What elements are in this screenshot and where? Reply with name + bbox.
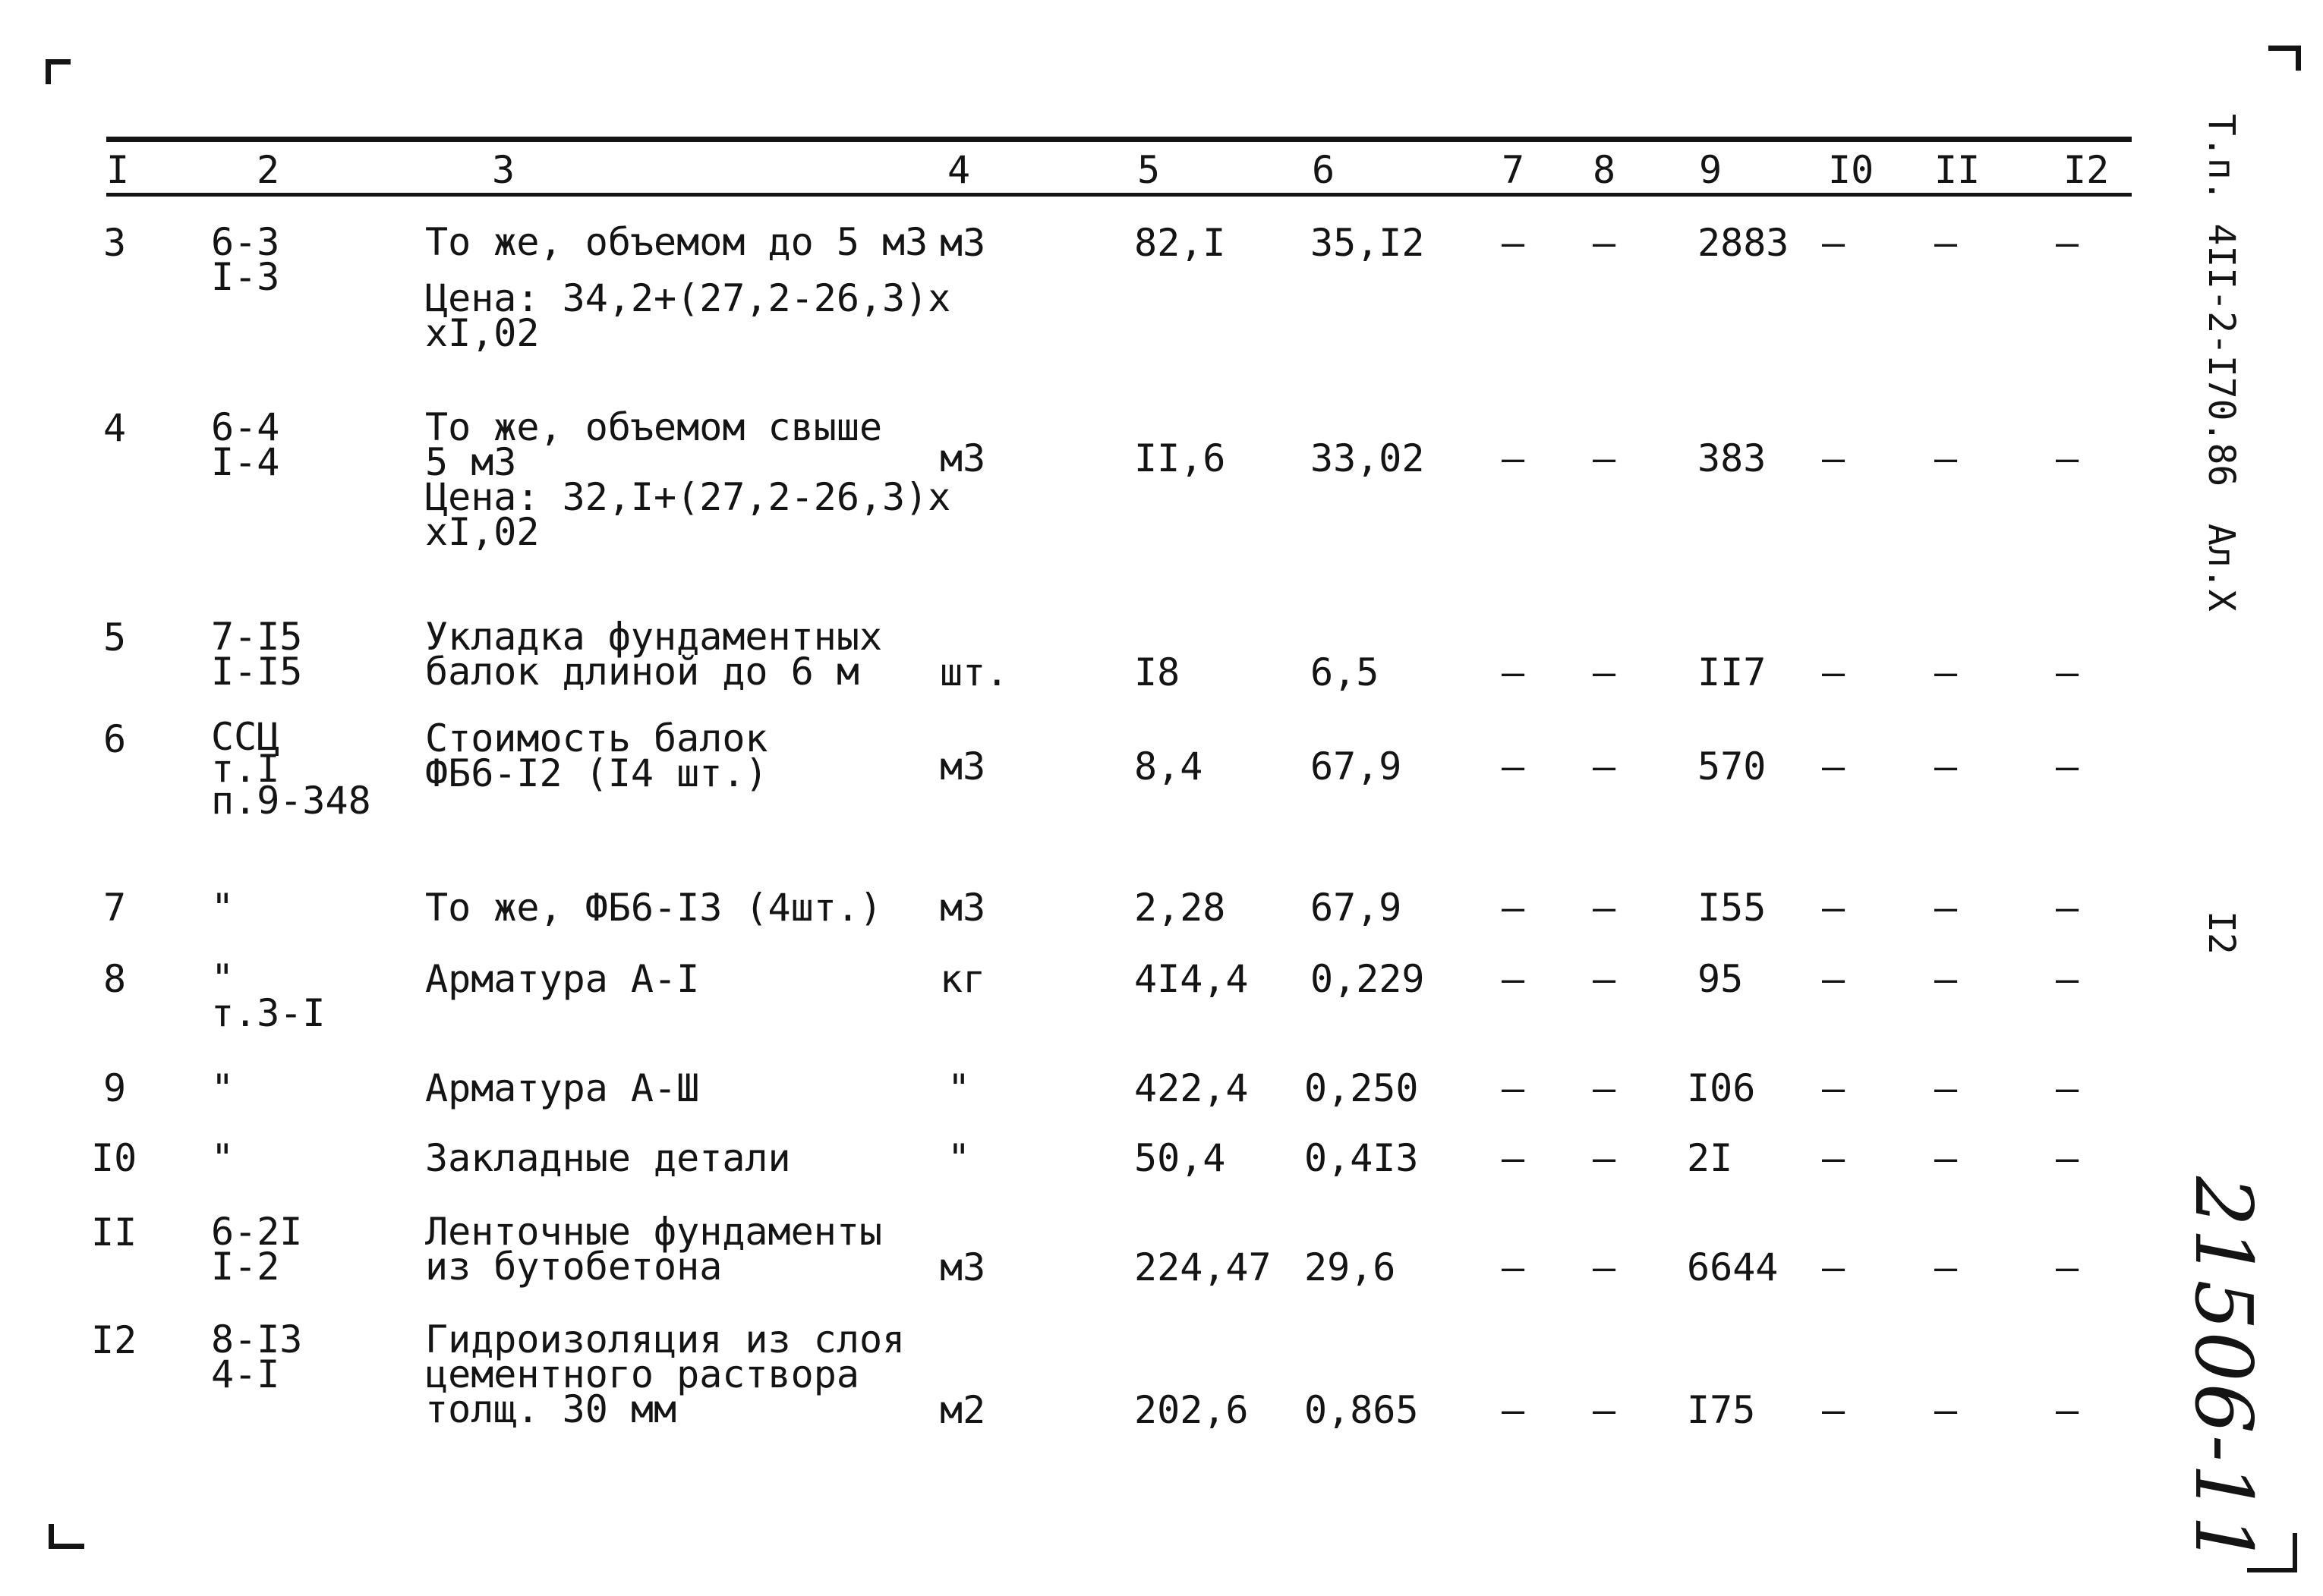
quantity: I8 bbox=[1134, 650, 1180, 694]
row-number: 3 bbox=[103, 221, 127, 265]
unit: кг bbox=[940, 957, 986, 1001]
row-number: 4 bbox=[103, 406, 127, 450]
row-number: 7 bbox=[103, 886, 127, 930]
total-cost: I55 bbox=[1697, 886, 1767, 930]
header-col-1: I bbox=[106, 148, 130, 192]
total-cost: I06 bbox=[1687, 1066, 1756, 1110]
unit-price: 0,865 bbox=[1304, 1388, 1419, 1432]
col-8-value: – bbox=[1593, 1136, 1616, 1180]
corner-mark-bottom-left bbox=[49, 1524, 84, 1549]
col-10-value: – bbox=[1822, 221, 1845, 265]
col-12-value: – bbox=[2056, 957, 2079, 1001]
quantity: 50,4 bbox=[1134, 1136, 1226, 1180]
rate-code: 8-I3 4-I bbox=[211, 1317, 303, 1396]
rate-code: 6-4 I-4 bbox=[211, 405, 280, 484]
unit-price: 0,250 bbox=[1304, 1066, 1419, 1110]
work-name: То же, объемом свыше 5 м3 bbox=[425, 405, 883, 484]
header-col-9: 9 bbox=[1699, 148, 1723, 192]
unit: шт. bbox=[940, 650, 1009, 694]
work-name: То же, объемом до 5 м3 bbox=[425, 220, 928, 264]
col-10-value: – bbox=[1822, 436, 1845, 480]
unit-price: 35,I2 bbox=[1310, 221, 1425, 265]
col-12-value: – bbox=[2056, 650, 2079, 694]
total-cost: 570 bbox=[1697, 744, 1767, 789]
unit-price: 29,6 bbox=[1304, 1245, 1396, 1289]
col-11-value: – bbox=[1934, 886, 1958, 930]
col-11-value: – bbox=[1934, 1136, 1958, 1180]
price-note: Цена: 34,2+(27,2-26,3)x xI,02 bbox=[425, 276, 951, 355]
col-12-value: – bbox=[2056, 221, 2079, 265]
row-number: I2 bbox=[91, 1318, 137, 1362]
col-12-value: – bbox=[2056, 1136, 2079, 1180]
quantity: 4I4,4 bbox=[1134, 957, 1249, 1001]
total-cost: I75 bbox=[1687, 1388, 1756, 1432]
inventory-stamp: 21506-11 bbox=[2177, 1176, 2270, 1567]
unit: м3 bbox=[940, 1245, 986, 1289]
col-11-value: – bbox=[1934, 1388, 1958, 1432]
row-number: 9 bbox=[103, 1066, 127, 1110]
corner-mark-top-right bbox=[2268, 46, 2301, 71]
unit-price: 33,02 bbox=[1310, 436, 1425, 480]
rate-code: " bbox=[211, 1136, 235, 1180]
quantity: 422,4 bbox=[1134, 1066, 1249, 1110]
col-8-value: – bbox=[1593, 1388, 1616, 1432]
unit: " bbox=[947, 1136, 971, 1180]
col-10-value: – bbox=[1822, 1388, 1845, 1432]
unit: м3 bbox=[940, 886, 986, 930]
header-bottom-rule bbox=[106, 193, 2132, 197]
price-note: Цена: 32,I+(27,2-26,3)x xI,02 bbox=[425, 475, 951, 554]
rate-code: 6-3 I-3 bbox=[211, 220, 280, 299]
col-8-value: – bbox=[1593, 436, 1616, 480]
unit-price: 67,9 bbox=[1310, 744, 1402, 789]
header-col-5: 5 bbox=[1137, 148, 1161, 192]
col-7-value: – bbox=[1502, 957, 1525, 1001]
total-cost: 6644 bbox=[1687, 1245, 1779, 1289]
col-10-value: – bbox=[1822, 957, 1845, 1001]
col-11-value: – bbox=[1934, 744, 1958, 789]
col-8-value: – bbox=[1593, 1066, 1616, 1110]
row-number: 5 bbox=[103, 615, 127, 659]
col-8-value: – bbox=[1593, 744, 1616, 789]
total-cost: 2I bbox=[1687, 1136, 1733, 1180]
row-number: 8 bbox=[103, 957, 127, 1001]
quantity: 82,I bbox=[1134, 221, 1226, 265]
col-8-value: – bbox=[1593, 957, 1616, 1001]
work-name: Ленточные фундаменты из бутобетона bbox=[425, 1210, 883, 1289]
col-8-value: – bbox=[1593, 886, 1616, 930]
document-id: Т.п. 4II-2-I70.86 bbox=[2200, 114, 2243, 487]
rate-code: 7-I5 I-I5 bbox=[211, 615, 303, 694]
col-11-value: – bbox=[1934, 1245, 1958, 1289]
corner-mark-top-left bbox=[46, 59, 71, 84]
unit: м3 bbox=[940, 436, 986, 480]
work-name: То же, ФБ6-I3 (4шт.) bbox=[425, 886, 883, 930]
rate-code: " т.3-I bbox=[211, 956, 326, 1035]
work-name: Стоимость балок ФБ6-I2 (I4 шт.) bbox=[425, 716, 768, 795]
unit: м3 bbox=[940, 744, 986, 789]
total-cost: II7 bbox=[1697, 650, 1767, 694]
col-8-value: – bbox=[1593, 650, 1616, 694]
header-col-10: I0 bbox=[1828, 148, 1874, 192]
quantity: 224,47 bbox=[1134, 1245, 1272, 1289]
col-12-value: – bbox=[2056, 1245, 2079, 1289]
total-cost: 2883 bbox=[1697, 221, 1789, 265]
col-7-value: – bbox=[1502, 436, 1525, 480]
row-number: II bbox=[91, 1210, 137, 1254]
rate-code: 6-2I I-2 bbox=[211, 1210, 303, 1289]
col-10-value: – bbox=[1822, 1136, 1845, 1180]
col-7-value: – bbox=[1502, 1388, 1525, 1432]
unit: м2 bbox=[940, 1388, 986, 1432]
col-10-value: – bbox=[1822, 1245, 1845, 1289]
col-11-value: – bbox=[1934, 1066, 1958, 1110]
col-8-value: – bbox=[1593, 1245, 1616, 1289]
header-col-11: II bbox=[1934, 148, 1981, 192]
total-cost: 383 bbox=[1697, 436, 1767, 480]
header-col-3: 3 bbox=[492, 148, 515, 192]
rate-code: " bbox=[211, 886, 235, 930]
col-12-value: – bbox=[2056, 436, 2079, 480]
col-8-value: – bbox=[1593, 221, 1616, 265]
col-10-value: – bbox=[1822, 744, 1845, 789]
col-7-value: – bbox=[1502, 650, 1525, 694]
row-number: 6 bbox=[103, 717, 127, 761]
work-name: Закладные детали bbox=[425, 1136, 791, 1180]
col-10-value: – bbox=[1822, 650, 1845, 694]
col-7-value: – bbox=[1502, 1066, 1525, 1110]
col-7-value: – bbox=[1502, 1245, 1525, 1289]
quantity: 8,4 bbox=[1134, 744, 1203, 789]
col-11-value: – bbox=[1934, 221, 1958, 265]
col-11-value: – bbox=[1934, 957, 1958, 1001]
col-7-value: – bbox=[1502, 221, 1525, 265]
quantity: 202,6 bbox=[1134, 1388, 1249, 1432]
work-name: Укладка фундаментных балок длиной до 6 м bbox=[425, 615, 883, 694]
col-12-value: – bbox=[2056, 744, 2079, 789]
header-col-6: 6 bbox=[1312, 148, 1335, 192]
work-name: Гидроизоляция из слоя цементного раствора толщ. 30 мм bbox=[425, 1317, 906, 1431]
page-number: I2 bbox=[2200, 911, 2243, 955]
unit: м3 bbox=[940, 221, 986, 265]
quantity: II,6 bbox=[1134, 436, 1226, 480]
unit-price: 6,5 bbox=[1310, 650, 1379, 694]
col-10-value: – bbox=[1822, 886, 1845, 930]
total-cost: 95 bbox=[1697, 957, 1744, 1001]
rate-code: " bbox=[211, 1066, 235, 1110]
col-10-value: – bbox=[1822, 1066, 1845, 1110]
header-col-2: 2 bbox=[257, 148, 280, 192]
col-7-value: – bbox=[1502, 744, 1525, 789]
col-7-value: – bbox=[1502, 886, 1525, 930]
unit-price: 0,4I3 bbox=[1304, 1136, 1419, 1180]
col-11-value: – bbox=[1934, 436, 1958, 480]
header-col-8: 8 bbox=[1593, 148, 1616, 192]
col-7-value: – bbox=[1502, 1136, 1525, 1180]
rate-code: ССЦ т.I п.9-348 bbox=[211, 715, 371, 823]
unit: " bbox=[947, 1066, 971, 1110]
col-12-value: – bbox=[2056, 886, 2079, 930]
header-col-4: 4 bbox=[947, 148, 971, 192]
unit-price: 0,229 bbox=[1310, 957, 1425, 1001]
col-11-value: – bbox=[1934, 650, 1958, 694]
work-name: Арматура А-I bbox=[425, 957, 700, 1001]
sheet-label: Ал.Х bbox=[2200, 524, 2243, 612]
col-12-value: – bbox=[2056, 1066, 2079, 1110]
header-col-7: 7 bbox=[1502, 148, 1525, 192]
row-number: I0 bbox=[91, 1136, 137, 1180]
header-col-12: I2 bbox=[2063, 148, 2110, 192]
unit-price: 67,9 bbox=[1310, 886, 1402, 930]
work-name: Арматура А-Ш bbox=[425, 1066, 700, 1110]
quantity: 2,28 bbox=[1134, 886, 1226, 930]
col-12-value: – bbox=[2056, 1388, 2079, 1432]
table-top-rule bbox=[106, 137, 2132, 142]
